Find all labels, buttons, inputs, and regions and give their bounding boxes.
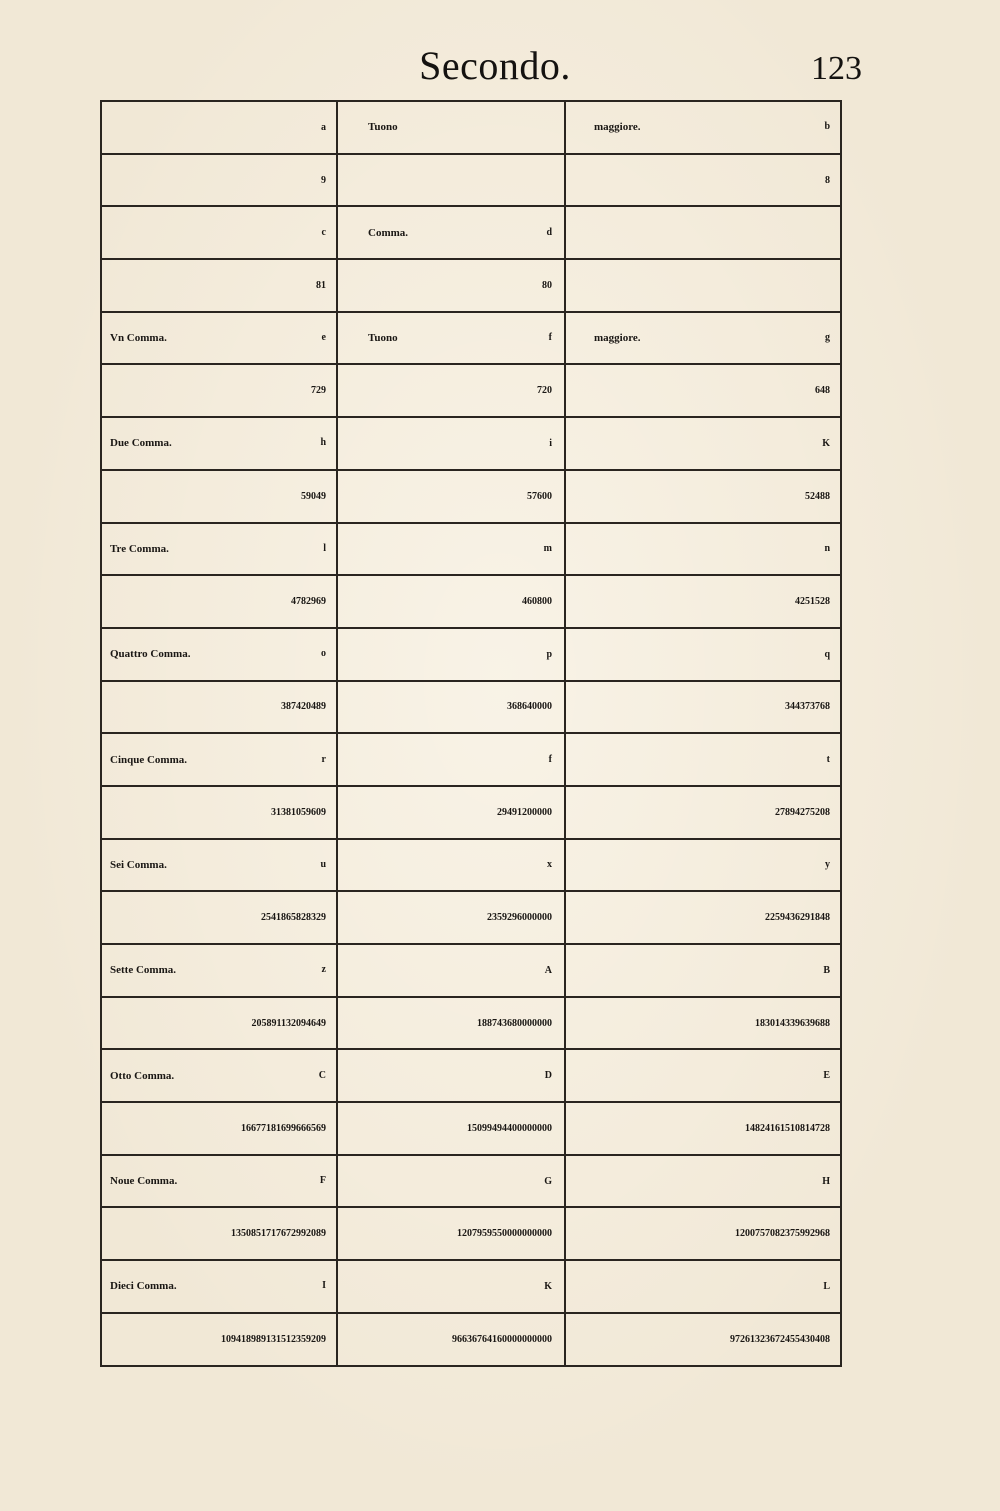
left-cell — [101, 839, 337, 892]
right-cell — [565, 1260, 841, 1313]
middle-cell — [337, 312, 565, 365]
left-value: 1350851717672992089 — [231, 1228, 326, 1240]
middle-value: 15099494400000000 — [467, 1122, 552, 1134]
left-cell — [101, 364, 337, 417]
table-row — [101, 1207, 841, 1260]
left-value: o — [321, 648, 326, 660]
right-value: q — [824, 648, 830, 660]
left-cell — [101, 628, 337, 681]
middle-value: K — [544, 1280, 552, 1292]
comma-proportion-table — [100, 100, 842, 1367]
left-value: h — [320, 437, 326, 449]
right-cell — [565, 1049, 841, 1102]
left-cell — [101, 891, 337, 944]
left-value: e — [321, 332, 326, 344]
table-body — [101, 101, 841, 1366]
left-value: C — [318, 1069, 326, 1081]
table-row — [101, 628, 841, 681]
middle-value: 460800 — [522, 596, 552, 608]
table-row — [101, 786, 841, 839]
right-cell — [565, 628, 841, 681]
left-value: u — [320, 858, 326, 870]
middle-cell — [337, 101, 565, 154]
left-value: r — [321, 753, 326, 765]
middle-cell — [337, 944, 565, 997]
middle-value: 2359296000000 — [487, 912, 552, 924]
left-cell — [101, 733, 337, 786]
right-cell — [565, 786, 841, 839]
middle-value: f — [548, 332, 552, 344]
comma-table-container — [100, 100, 852, 1345]
right-cell — [565, 470, 841, 523]
left-cell — [101, 259, 337, 312]
table-row — [101, 733, 841, 786]
right-value: 27894275208 — [775, 806, 830, 818]
middle-cell — [337, 997, 565, 1050]
middle-cell — [337, 1102, 565, 1155]
middle-cell — [337, 417, 565, 470]
right-value: 344373768 — [785, 701, 830, 713]
left-cell — [101, 1155, 337, 1208]
left-value: 31381059609 — [271, 806, 326, 818]
middle-value: 57600 — [527, 490, 552, 502]
table-row — [101, 681, 841, 734]
middle-cell — [337, 891, 565, 944]
right-value: 4251528 — [795, 596, 830, 608]
left-value: a — [321, 121, 326, 133]
table-row — [101, 839, 841, 892]
left-value: 205891132094649 — [251, 1017, 326, 1029]
left-value: I — [322, 1280, 326, 1292]
table-row — [101, 101, 841, 154]
row-label: Otto Comma. — [110, 1069, 175, 1082]
right-cell — [565, 944, 841, 997]
right-cell — [565, 733, 841, 786]
left-cell — [101, 417, 337, 470]
table-row — [101, 259, 841, 312]
table-row — [101, 891, 841, 944]
right-value: n — [824, 543, 830, 555]
right-value: 97261323672455430408 — [730, 1333, 830, 1345]
middle-value: x — [547, 859, 552, 871]
running-title: Secondo. — [419, 43, 571, 88]
middle-cell — [337, 1313, 565, 1366]
right-value: 14824161510814728 — [745, 1122, 830, 1134]
right-value: t — [826, 754, 830, 766]
right-value: 8 — [825, 174, 830, 186]
right-value: K — [822, 437, 830, 449]
middle-word: Comma. — [368, 226, 409, 239]
row-label: Vn Comma. — [110, 332, 167, 345]
middle-cell — [337, 575, 565, 628]
table-row — [101, 364, 841, 417]
table-row — [101, 523, 841, 576]
left-cell — [101, 523, 337, 576]
middle-value: d — [546, 226, 552, 238]
right-cell — [565, 839, 841, 892]
right-cell — [565, 364, 841, 417]
right-cell — [565, 154, 841, 207]
middle-cell — [337, 470, 565, 523]
table-row — [101, 1102, 841, 1155]
left-cell — [101, 154, 337, 207]
middle-value: A — [544, 964, 552, 976]
left-cell — [101, 786, 337, 839]
row-label: Noue Comma. — [110, 1175, 178, 1188]
middle-cell — [337, 733, 565, 786]
right-cell — [565, 997, 841, 1050]
left-value: c — [321, 227, 326, 239]
right-word: maggiore. — [594, 332, 641, 345]
middle-cell — [337, 259, 565, 312]
page-header — [0, 42, 1000, 102]
right-value: 1200757082375992968 — [735, 1228, 830, 1240]
middle-value: D — [544, 1070, 552, 1082]
middle-value: 368640000 — [507, 701, 552, 713]
left-value: 9 — [321, 174, 326, 186]
right-cell — [565, 259, 841, 312]
left-value: z — [321, 964, 326, 976]
row-label: Tre Comma. — [110, 542, 169, 555]
left-value: 4782969 — [291, 596, 326, 608]
table-row — [101, 1155, 841, 1208]
table-row — [101, 206, 841, 259]
left-value: 729 — [311, 385, 326, 397]
left-cell — [101, 997, 337, 1050]
left-cell — [101, 944, 337, 997]
right-cell — [565, 575, 841, 628]
middle-value: 80 — [542, 279, 552, 291]
right-value: 2259436291848 — [765, 912, 830, 924]
middle-value: 188743680000000 — [477, 1017, 552, 1029]
right-value: 183014339639688 — [755, 1017, 830, 1029]
table-row — [101, 575, 841, 628]
right-value: L — [823, 1280, 830, 1292]
left-value: 59049 — [301, 490, 326, 502]
left-value: l — [323, 542, 326, 554]
right-cell — [565, 523, 841, 576]
middle-word: Tuono — [368, 121, 398, 134]
middle-cell — [337, 364, 565, 417]
table-row — [101, 997, 841, 1050]
left-cell — [101, 1102, 337, 1155]
left-value: 81 — [316, 279, 326, 291]
left-cell — [101, 1260, 337, 1313]
row-label: Due Comma. — [110, 437, 172, 450]
left-cell — [101, 681, 337, 734]
middle-value: 29491200000 — [497, 806, 552, 818]
middle-value: 1207959550000000000 — [457, 1228, 552, 1240]
row-label: Dieci Comma. — [110, 1280, 177, 1293]
middle-cell — [337, 628, 565, 681]
middle-value: G — [544, 1175, 552, 1187]
middle-cell — [337, 786, 565, 839]
middle-value: i — [549, 437, 552, 449]
middle-cell — [337, 1260, 565, 1313]
table-row — [101, 470, 841, 523]
page-number: 123 — [811, 50, 862, 87]
table-row — [101, 1260, 841, 1313]
right-cell — [565, 1155, 841, 1208]
left-cell — [101, 312, 337, 365]
left-cell — [101, 1049, 337, 1102]
row-label: Sei Comma. — [110, 858, 167, 871]
middle-value: 720 — [537, 385, 552, 397]
left-cell — [101, 1207, 337, 1260]
left-cell — [101, 101, 337, 154]
right-value: y — [825, 859, 830, 871]
right-cell — [565, 206, 841, 259]
middle-cell — [337, 523, 565, 576]
left-cell — [101, 206, 337, 259]
right-cell — [565, 891, 841, 944]
right-cell — [565, 417, 841, 470]
middle-cell — [337, 839, 565, 892]
table-row — [101, 1313, 841, 1366]
left-cell — [101, 575, 337, 628]
right-cell — [565, 312, 841, 365]
middle-cell — [337, 1049, 565, 1102]
middle-value: 96636764160000000000 — [452, 1333, 552, 1345]
middle-cell — [337, 1207, 565, 1260]
middle-value: p — [546, 648, 552, 660]
right-value: B — [823, 964, 830, 976]
middle-value: f — [548, 754, 552, 766]
table-row — [101, 312, 841, 365]
left-value: F — [319, 1175, 326, 1187]
right-value: E — [823, 1070, 830, 1082]
right-value: H — [822, 1175, 830, 1187]
row-label: Sette Comma. — [110, 964, 176, 977]
table-row — [101, 1049, 841, 1102]
table-row — [101, 154, 841, 207]
right-cell — [565, 1313, 841, 1366]
left-cell — [101, 470, 337, 523]
right-value: b — [824, 121, 830, 133]
right-value: 648 — [815, 385, 830, 397]
table-row — [101, 944, 841, 997]
left-cell — [101, 1313, 337, 1366]
middle-cell — [337, 1155, 565, 1208]
table-row — [101, 417, 841, 470]
right-value: g — [825, 332, 830, 344]
right-cell — [565, 681, 841, 734]
right-cell — [565, 1102, 841, 1155]
middle-value: m — [543, 543, 552, 555]
left-value: 16677181699666569 — [241, 1122, 326, 1134]
middle-cell — [337, 154, 565, 207]
row-label: Quattro Comma. — [110, 648, 191, 661]
middle-word: Tuono — [368, 332, 398, 345]
row-label: Cinque Comma. — [110, 753, 188, 766]
right-word: maggiore. — [594, 121, 641, 134]
middle-cell — [337, 206, 565, 259]
left-value: 109418989131512359209 — [221, 1333, 326, 1345]
right-cell — [565, 1207, 841, 1260]
right-cell — [565, 101, 841, 154]
right-value: 52488 — [805, 490, 830, 502]
left-value: 2541865828329 — [261, 912, 326, 924]
left-value: 387420489 — [281, 701, 326, 713]
middle-cell — [337, 681, 565, 734]
